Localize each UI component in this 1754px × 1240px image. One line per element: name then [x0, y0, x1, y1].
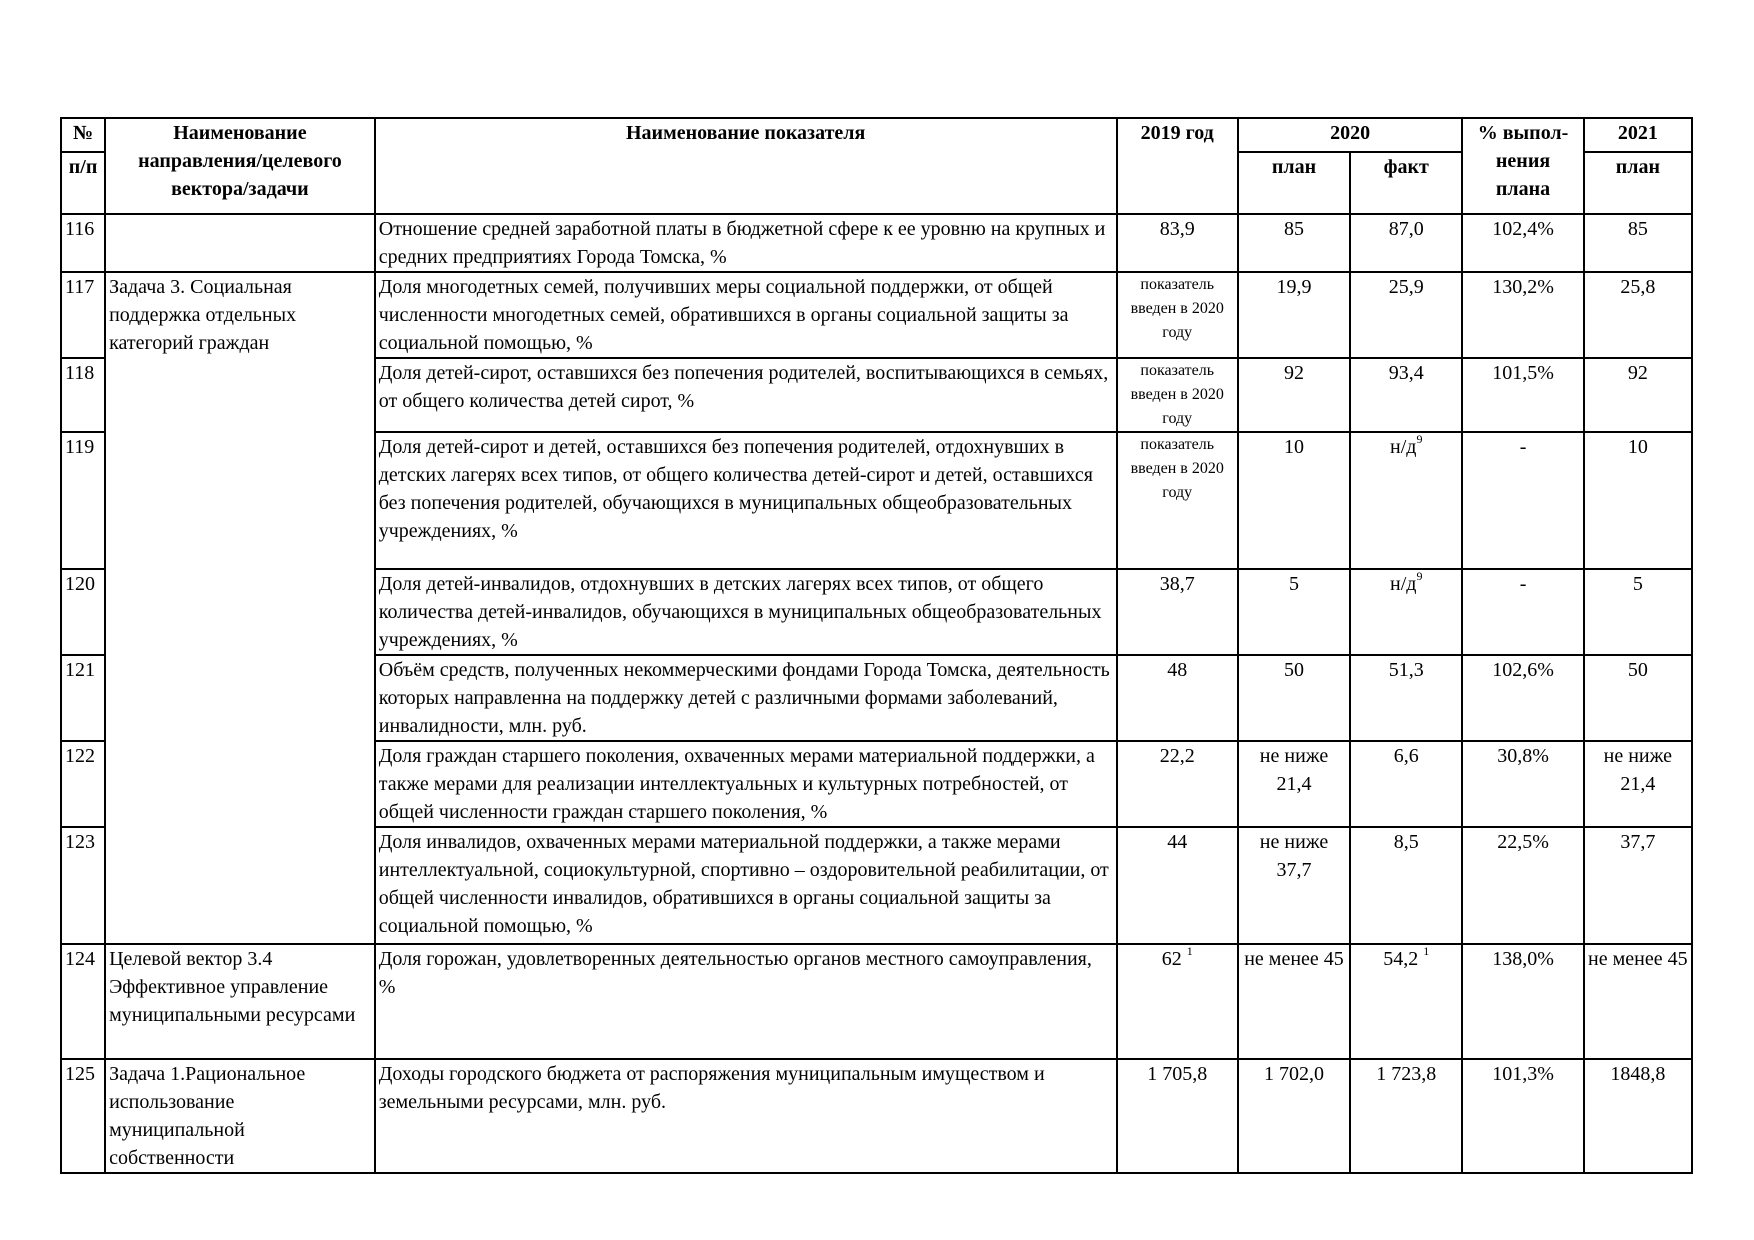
row-pct: 101,3% [1462, 1059, 1583, 1173]
row-indicator: Доля детей-сирот и детей, оставшихся без попечения родителей, отдохнувших в детских лагерях всех типов, от общего количества детей-сирот и детей, оставшихся без попечения родителей, обучающихся в муниципальных общеобразовательных учреждениях, % [375, 432, 1117, 569]
row-indicator: Доля граждан старшего поколения, охваченных мерами материальной поддержки, а также мерами для реализации интеллектуальных и культурных потребностей, от общей численности граждан старшего поколения, % [375, 741, 1117, 827]
row-number: 122 [61, 741, 105, 827]
header-2020-plan: план [1238, 152, 1350, 214]
row-pct: - [1462, 569, 1583, 655]
row-2020-fact [1350, 432, 1462, 569]
row-2020-plan: 19,9 [1238, 272, 1350, 358]
header-pct: % выпол-нения плана [1462, 118, 1583, 214]
row-2021-plan: 10 [1584, 432, 1692, 569]
row-2019: 48 [1117, 655, 1238, 741]
row-2021-plan: 25,8 [1584, 272, 1692, 358]
row-2021-plan: 50 [1584, 655, 1692, 741]
header-direction: Наименование направления/целевого вектора/задачи [105, 118, 375, 214]
row-2019: показатель введен в 2020 году [1117, 432, 1238, 569]
row-2020-plan: 1 702,0 [1238, 1059, 1350, 1173]
row-2020-fact: 25,9 [1350, 272, 1462, 358]
fact-value: 54,2 [1383, 948, 1419, 970]
row-2019: 38,7 [1117, 569, 1238, 655]
row-2020-fact: 1 723,8 [1350, 1059, 1462, 1173]
row-pct: 138,0% [1462, 944, 1583, 1059]
table-row [61, 272, 1692, 358]
table-row [61, 944, 1692, 1059]
row-pct: 130,2% [1462, 272, 1583, 358]
row-indicator: Доходы городского бюджета от распоряжения муниципальным имуществом и земельными ресурсами, млн. руб. [375, 1059, 1117, 1173]
row-2021-plan: 92 [1584, 358, 1692, 432]
row-number: 117 [61, 272, 105, 358]
header-2021: 2021 [1584, 118, 1692, 152]
header-indicator: Наименование показателя [375, 118, 1117, 214]
row-indicator: Отношение средней заработной платы в бюджетной сфере к ее уровню на крупных и средних предприятиях Города Томска, % [375, 214, 1117, 272]
row-2020-plan: не ниже 21,4 [1238, 741, 1350, 827]
footnote-mark: 1 [1423, 944, 1430, 959]
row-2020-plan: 92 [1238, 358, 1350, 432]
row-indicator: Доля инвалидов, охваченных мерами материальной поддержки, а также мерами интеллектуальной, социокультурной, спортивно – оздоровительной реабилитации, от общей численности инвалидов, обратившихся в органы социальной защиты за социальной помощью, % [375, 827, 1117, 944]
row-2020-fact: 87,0 [1350, 214, 1462, 272]
row-2020-fact: 6,6 [1350, 741, 1462, 827]
row-2021-plan: не менее 45 [1584, 944, 1692, 1059]
row-number: 123 [61, 827, 105, 944]
row-pct: 30,8% [1462, 741, 1583, 827]
row-number: 120 [61, 569, 105, 655]
row-direction: Задача 1.Рациональное использование муниципальной собственности [105, 1059, 375, 1173]
row-2020-fact: 51,3 [1350, 655, 1462, 741]
row-2020-fact: 93,4 [1350, 358, 1462, 432]
row-2019: показатель введен в 2020 году [1117, 272, 1238, 358]
row-direction: Целевой вектор 3.4 Эффективное управление муниципальными ресурсами [105, 944, 375, 1059]
row-pct: - [1462, 432, 1583, 569]
row-2021-plan: не ниже 21,4 [1584, 741, 1692, 827]
header-2020-fact: факт [1350, 152, 1462, 214]
row-number: 119 [61, 432, 105, 569]
row-2020-plan: 85 [1238, 214, 1350, 272]
value-2019: 62 [1161, 948, 1182, 970]
row-number: 125 [61, 1059, 105, 1173]
table-row [61, 1059, 1692, 1173]
row-indicator: Доля многодетных семей, получивших меры социальной поддержки, от общей численности многодетных семей, обратившихся в органы социальной защиты за социальной помощью, % [375, 272, 1117, 358]
table-row [61, 214, 1692, 272]
row-number: 124 [61, 944, 105, 1059]
row-pct: 101,5% [1462, 358, 1583, 432]
row-indicator: Доля детей-сирот, оставшихся без попечения родителей, воспитывающихся в семьях, от общего количества детей сирот, % [375, 358, 1117, 432]
row-pct: 102,6% [1462, 655, 1583, 741]
row-2021-plan: 1848,8 [1584, 1059, 1692, 1173]
row-direction: Задача 3. Социальная поддержка отдельных категорий граждан [105, 272, 375, 944]
header-2020: 2020 [1238, 118, 1463, 152]
row-indicator: Объём средств, полученных некоммерческими фондами Города Томска, деятельность которых направленна на поддержку детей с различными формами заболеваний, инвалидности, млн. руб. [375, 655, 1117, 741]
row-number: 118 [61, 358, 105, 432]
row-pct: 22,5% [1462, 827, 1583, 944]
footnote-mark: 9 [1416, 432, 1423, 447]
row-2021-plan: 5 [1584, 569, 1692, 655]
row-indicator: Доля детей-инвалидов, отдохнувших в детских лагерях всех типов, от общего количества детей-инвалидов, обучающихся в муниципальных общеобразовательных учреждениях, % [375, 569, 1117, 655]
row-direction [105, 214, 375, 272]
row-2019 [1117, 944, 1238, 1059]
row-2019: 1 705,8 [1117, 1059, 1238, 1173]
fact-value: н/д [1390, 573, 1417, 595]
indicators-table [60, 117, 1693, 1174]
row-2021-plan: 85 [1584, 214, 1692, 272]
row-2020-fact: 8,5 [1350, 827, 1462, 944]
row-2021-plan: 37,7 [1584, 827, 1692, 944]
row-indicator: Доля горожан, удовлетворенных деятельностью органов местного самоуправления, % [375, 944, 1117, 1059]
row-2020-plan: не менее 45 [1238, 944, 1350, 1059]
row-2020-fact [1350, 944, 1462, 1059]
header-2021-plan: план [1584, 152, 1692, 214]
row-number: 116 [61, 214, 105, 272]
header-no-sub: п/п [61, 152, 105, 214]
row-2019: 83,9 [1117, 214, 1238, 272]
row-2020-plan: 50 [1238, 655, 1350, 741]
row-2020-fact [1350, 569, 1462, 655]
row-2019: 22,2 [1117, 741, 1238, 827]
row-2020-plan: 10 [1238, 432, 1350, 569]
header-no: № [61, 118, 105, 152]
row-2019: показатель введен в 2020 году [1117, 358, 1238, 432]
row-number: 121 [61, 655, 105, 741]
header-2019: 2019 год [1117, 118, 1238, 214]
row-2020-plan: не ниже 37,7 [1238, 827, 1350, 944]
footnote-mark: 1 [1186, 944, 1193, 959]
footnote-mark: 9 [1416, 569, 1423, 584]
row-2019: 44 [1117, 827, 1238, 944]
row-2020-plan: 5 [1238, 569, 1350, 655]
fact-value: н/д [1390, 436, 1417, 458]
row-pct: 102,4% [1462, 214, 1583, 272]
